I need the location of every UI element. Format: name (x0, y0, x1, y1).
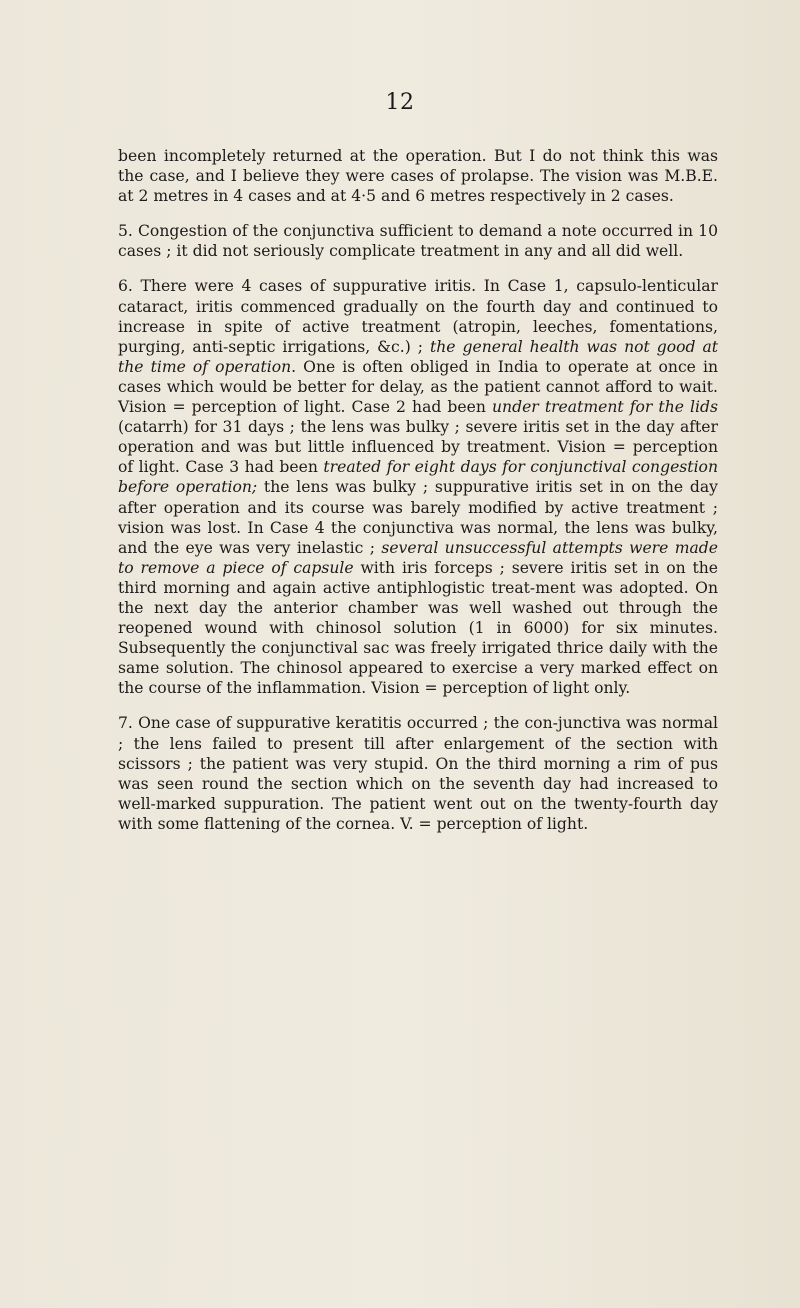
paragraph-text: been incompletely returned at the operation. But I do not think this was the case, and I believe they were cases of prolapse. The vision was M.B.E. at 2 metres in 4 cases and at 4·5 and 6 metres respectively in 2 cases. (118, 147, 718, 206)
paragraph-6 (118, 276, 718, 698)
paragraph-continuation (118, 146, 718, 206)
paragraph-text: . One is often obliged in India to operate at once in cases which would be better for delay, as the patient cannot afford to wait. Vision = perception of light. Case 2 had been (118, 357, 718, 417)
paragraph-text: (catarrh) for 31 days ; the lens was bulky ; severe iritis set in the day after operation and was but little influenced by treatment. Vision = perception of light. Case 3 had been (118, 418, 718, 477)
italic-text: the general health was not good at the time of operation (118, 337, 719, 376)
italic-text: treated for eight days for conjunctival congestion before operation; (118, 458, 718, 497)
body-text (118, 146, 718, 849)
page-number: 12 (385, 90, 415, 115)
paragraph-text: 6. There were 4 cases of suppurative iritis. In Case 1, capsulo-lenticular cataract, iritis commenced gradually on the fourth day and continued to increase in spite of active treatment (atropin, leeches, fomentations, purging, anti-septic irrigations, &c.) ; (118, 277, 718, 356)
paragraph-text: 7. One case of suppurative keratitis occurred ; the con-junctiva was normal ; the lens failed to present till after enlargement of the section with scissors ; the patient was very stupid. On the third morning a rim of pus was seen round the section which on the seventh day had increased to well-marked suppuration. The patient went out on the twenty-fourth day with some flattening of the cornea. V. = perception of light. (118, 714, 718, 833)
paragraph-text: with iris forceps ; severe iritis set in on the third morning and again active antiphlogistic treat-ment was adopted. On the next day the anterior chamber was well washed out through the reopened wound with chinosol solution (1 in 6000) for six minutes. Subsequently the conjunctival sac was freely irrigated thrice daily with the same solution. The chinosol appeared to exercise a very marked effect on the course of the inflammation. Vision = perception of light only. (118, 558, 718, 698)
paragraph-text: 5. Congestion of the conjunctiva sufficient to demand a note occurred in 10 cases ; it did not seriously complicate treatment in any and all did well. (118, 222, 718, 261)
paragraph-7 (118, 713, 718, 834)
italic-text: under treatment for the lids (492, 398, 718, 417)
italic-text: several unsuccessful attempts were made to remove a piece of capsule (118, 538, 718, 577)
paragraph-text: the lens was bulky ; suppurative iritis set in on the day after operation and its course was barely modified by active treatment ; vision was lost. In Case 4 the conjunctiva was normal, the lens was bulky, and the eye was very inelastic ; (118, 478, 718, 557)
paragraph-5 (118, 221, 718, 261)
